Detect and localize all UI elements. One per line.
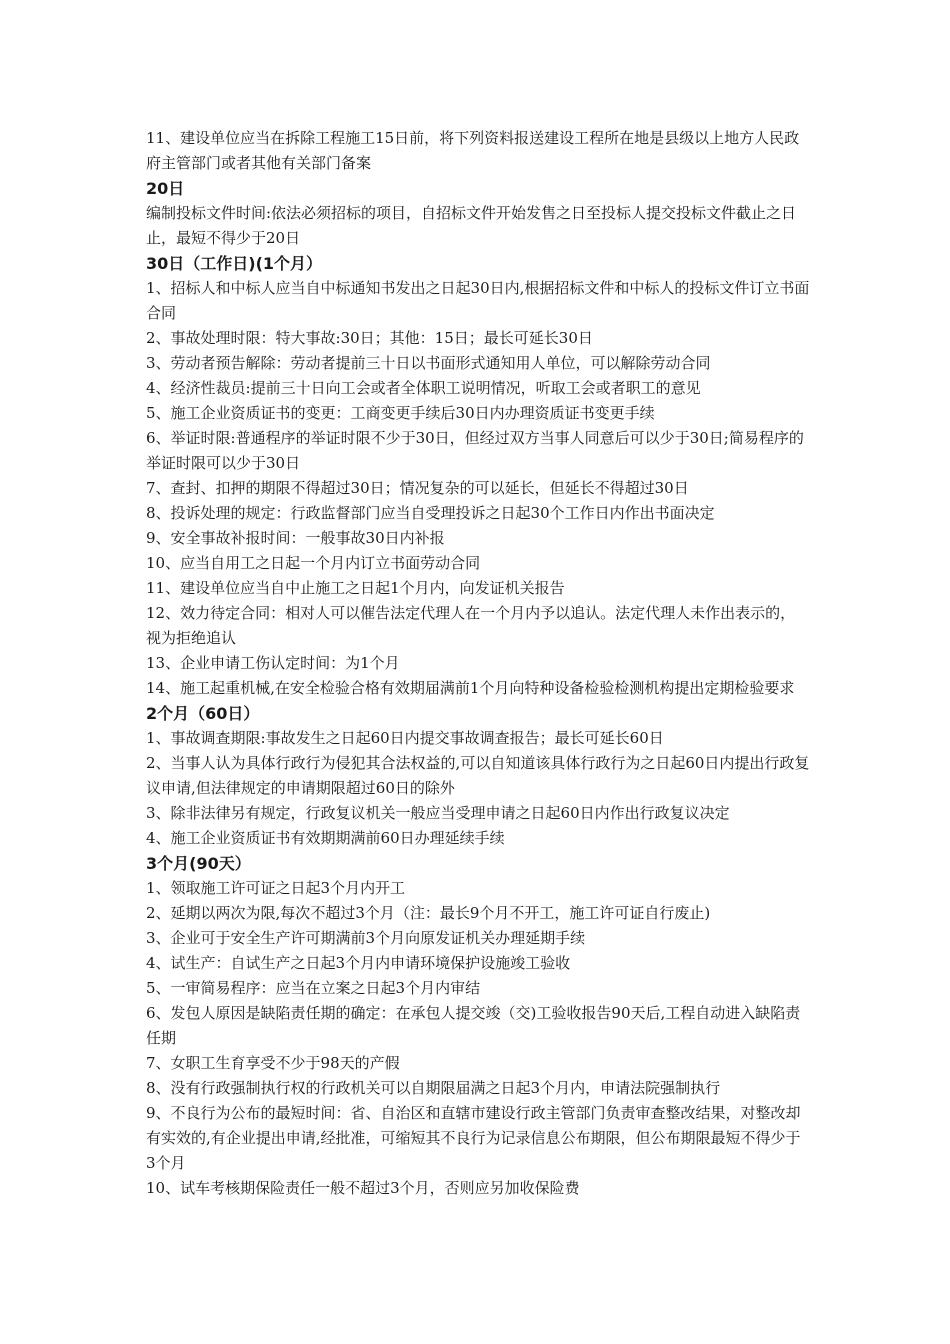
- document-body: [146, 126, 810, 1201]
- paragraph: 10、应当自用工之日起一个月内订立书面劳动合同: [146, 554, 481, 572]
- section-heading: 30日（工作日)(1个月）: [146, 254, 323, 273]
- paragraph: 5、施工企业资质证书的变更：工商变更手续后30日内办理资质证书变更手续: [146, 404, 655, 422]
- paragraph: 10、试车考核期保险责任一般不超过3个月，否则应另加收保险费: [146, 1179, 580, 1197]
- paragraph: 3、劳动者预告解除：劳动者提前三十日以书面形式通知用人单位，可以解除劳动合同: [146, 354, 711, 372]
- paragraph: 6、发包人原因是缺陷责任期的确定：在承包人提交竣（交)工验收报告90天后,工程自动进入缺陷责任期: [146, 1004, 801, 1047]
- paragraph: 8、没有行政强制执行权的行政机关可以自期限届满之日起3个月内，申请法院强制执行: [146, 1079, 721, 1097]
- paragraph: 12、效力待定合同：相对人可以催告法定代理人在一个月内予以追认。法定代理人未作出表示的，视为拒绝追认: [146, 604, 796, 647]
- paragraph: 8、投诉处理的规定：行政监督部门应当自受理投诉之日起30个工作日内作出书面决定: [146, 504, 715, 522]
- paragraph: 3、企业可于安全生产许可期满前3个月向原发证机关办理延期手续: [146, 929, 586, 947]
- paragraph: 4、经济性裁员:提前三十日向工会或者全体职工说明情况，听取工会或者职工的意见: [146, 379, 701, 397]
- paragraph: 14、施工起重机械,在安全检验合格有效期届满前1个月向特种设备检验检测机构提出定期检验要求: [146, 679, 795, 697]
- paragraph: 4、试生产：自试生产之日起3个月内申请环境保护设施竣工验收: [146, 954, 571, 972]
- paragraph: 1、领取施工许可证之日起3个月内开工: [146, 879, 406, 897]
- paragraph: 3、除非法律另有规定，行政复议机关一般应当受理申请之日起60日内作出行政复议决定: [146, 804, 730, 822]
- paragraph: 1、事故调查期限:事故发生之日起60日内提交事故调查报告；最长可延长60日: [146, 729, 664, 747]
- paragraph: 2、延期以两次为限,每次不超过3个月（注：最长9个月不开工，施工许可证自行废止): [146, 904, 711, 922]
- section-heading: 3个月(90天）: [146, 854, 251, 873]
- paragraph: 9、安全事故补报时间：一般事故30日内补报: [146, 529, 445, 547]
- paragraph: 7、查封、扣押的期限不得超过30日；情况复杂的可以延长，但延长不得超过30日: [146, 479, 689, 497]
- paragraph: 2、当事人认为具体行政行为侵犯其合法权益的,可以自知道该具体行政行为之日起60日内提出行政复议申请,但法律规定的申请期限超过60日的除外: [146, 754, 810, 797]
- paragraph: 11、建设单位应当自中止施工之日起1个月内，向发证机关报告: [146, 579, 565, 597]
- paragraph: 编制投标文件时间:依法必须招标的项目，自招标文件开始发售之日至投标人提交投标文件截止之日止，最短不得少于20日: [146, 204, 797, 247]
- paragraph: 5、一审简易程序：应当在立案之日起3个月内审结: [146, 979, 481, 997]
- section-heading: 20日: [146, 179, 185, 198]
- paragraph: 2、事故处理时限：特大事故:30日；其他：15日；最长可延长30日: [146, 329, 593, 347]
- paragraph: 11、建设单位应当在拆除工程施工15日前，将下列资料报送建设工程所在地是县级以上地方人民政府主管部门或者其他有关部门备案: [146, 129, 800, 172]
- paragraph: 6、举证时限:普通程序的举证时限不少于30日，但经过双方当事人同意后可以少于30日;简易程序的举证时限可以少于30日: [146, 429, 804, 472]
- paragraph: 1、招标人和中标人应当自中标通知书发出之日起30日内,根据招标文件和中标人的投标文件订立书面合同: [146, 279, 810, 322]
- section-heading: 2个月（60日）: [146, 704, 260, 723]
- paragraph: 13、企业申请工伤认定时间：为1个月: [146, 654, 400, 672]
- paragraph: 9、不良行为公布的最短时间：省、自治区和直辖市建设行政主管部门负责审查整改结果，对整改却有实效的,有企业提出申请,经批准，可缩短其不良行为记录信息公布期限，但公布期限最短不得少于3个月: [146, 1104, 801, 1172]
- paragraph: 7、女职工生育享受不少于98天的产假: [146, 1054, 400, 1072]
- paragraph: 4、施工企业资质证书有效期期满前60日办理延续手续: [146, 829, 505, 847]
